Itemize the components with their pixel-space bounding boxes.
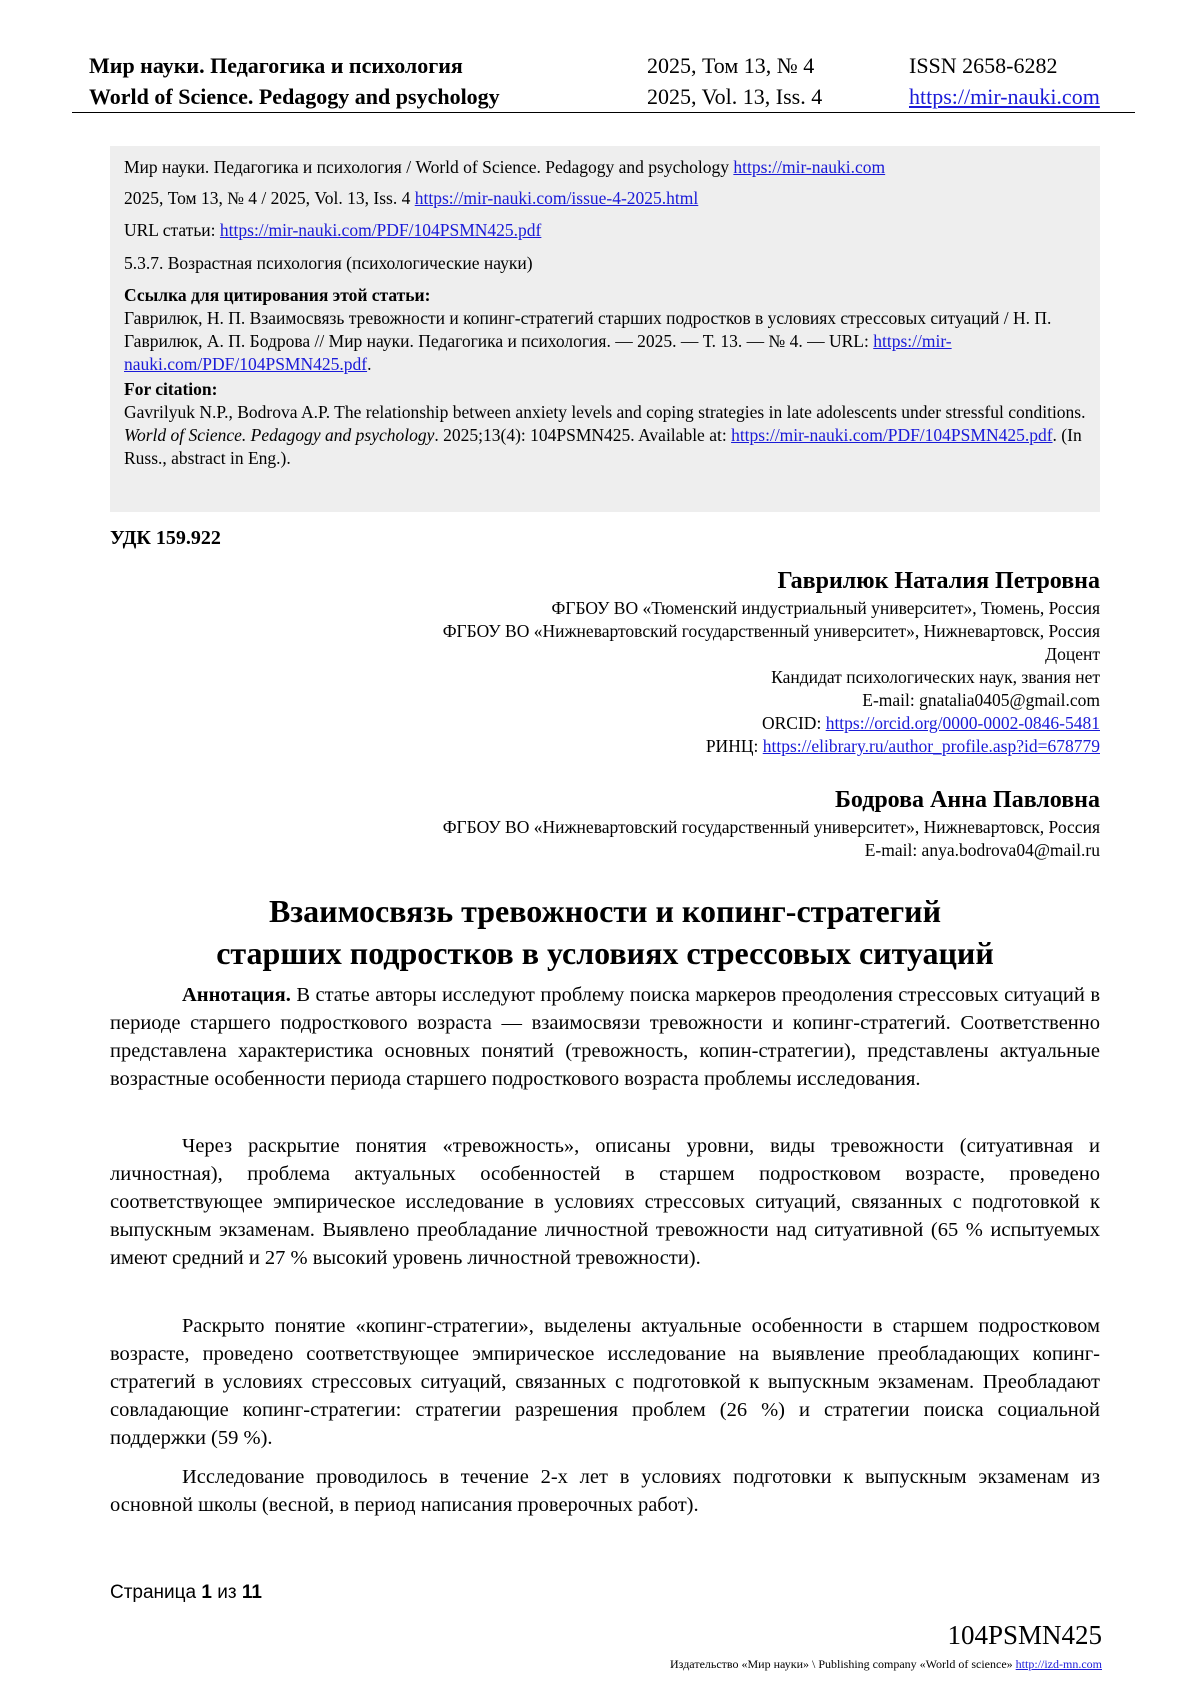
issn: ISSN 2658-6282 bbox=[909, 53, 1058, 78]
author-1-orcid bbox=[443, 712, 1100, 735]
abstract-paragraph-4: Исследование проводилось в течение 2-х лет в условиях подготовки к выпускным экзаменам из основной школы (весной, в период написания проверочных работ). bbox=[110, 1466, 1100, 1516]
article-code: 104PSMN425 bbox=[947, 1620, 1102, 1650]
author-1-block bbox=[443, 565, 1100, 758]
citation-ru-heading: Ссылка для цитирования этой статьи: bbox=[124, 285, 431, 305]
abstract-label: Аннотация. bbox=[182, 984, 291, 1006]
abstract-paragraph-1 bbox=[110, 981, 1100, 1093]
info-url-text: URL статьи: bbox=[124, 220, 220, 240]
citation-ru-end: . bbox=[367, 354, 372, 374]
rinc-label: РИНЦ: bbox=[705, 736, 763, 756]
citation-en-text2: . 2025;13(4): 104PSMN425. Available at: bbox=[434, 425, 732, 445]
page-word: Страница bbox=[110, 1582, 202, 1603]
citation-en-text1: Gavrilyuk N.P., Bodrova A.P. The relationship between anxiety levels and coping strategies in late adolescents under stressful conditions. bbox=[124, 402, 1086, 422]
journal-site-link[interactable]: https://mir-nauki.com bbox=[909, 84, 1100, 109]
publisher-link[interactable]: http://izd-mn.com bbox=[1015, 1657, 1102, 1671]
article-info-box bbox=[110, 146, 1100, 512]
journal-title bbox=[89, 50, 500, 112]
author-1-affiliation-1: ФГБОУ ВО «Тюменский индустриальный университет», Тюмень, Россия bbox=[551, 598, 1100, 618]
author-1-degree: Кандидат психологических наук, звания нет bbox=[771, 667, 1100, 687]
info-specialty-line: 5.3.7. Возрастная психология (психологические науки) bbox=[124, 253, 533, 273]
citation-en bbox=[124, 378, 1086, 470]
total-pages: 11 bbox=[241, 1582, 262, 1603]
abstract-paragraph-3: Раскрыто понятие «копинг-стратегии», выделены актуальные особенности в старшем подростковом возрасте, проведено соответствующее эмпирическое исследование на выявление преобладающих копинг-стратегий в условиях стрессовых ситуаций, связанных с подготовкой к выпускным экзаменам. Преобладают совладающие копинг-стратегии: стратегии разрешения проблем (26 %) и стратегии поиска социальной поддержки (59 %). bbox=[110, 1315, 1100, 1449]
publisher-text: Издательство «Мир науки» \ Publishing company «World of science» bbox=[670, 1657, 1016, 1671]
journal-header bbox=[72, 50, 1135, 113]
author-1-email: E-mail: gnatalia0405@gmail.com bbox=[862, 690, 1100, 710]
author-2-name: Бодрова Анна Павловна bbox=[835, 787, 1100, 813]
author-1-affiliation-2: ФГБОУ ВО «Нижневартовский государственный университет», Нижневартовск, Россия bbox=[442, 621, 1100, 641]
journal-title-en: World of Science. Pedagogy and psychology bbox=[89, 84, 500, 109]
issue-en: 2025, Vol. 13, Iss. 4 bbox=[647, 84, 823, 109]
publisher-line bbox=[670, 1657, 1102, 1672]
abstract-p1-text: В статье авторы исследуют проблему поиска маркеров преодоления стрессовых ситуаций в периоде старшего подросткового возраста — взаимосвязи тревожности и копинг-стратегий. Соответственно представлена характеристика основных понятий (тревожность, копин-стратегии), представлены актуальные возрастные особенности периода старшего подросткового возраста проблемы исследования. bbox=[110, 984, 1100, 1090]
info-issue-link[interactable]: https://mir-nauki.com/issue-4-2025.html bbox=[414, 188, 699, 208]
article-title bbox=[110, 890, 1100, 974]
info-journal-line bbox=[124, 156, 1086, 179]
article-title-line-1: Взаимосвязь тревожности и копинг-стратегий bbox=[268, 893, 942, 929]
author-2-affiliation-1: ФГБОУ ВО «Нижневартовский государственный университет», Нижневартовск, Россия bbox=[442, 817, 1100, 837]
info-journal-link[interactable]: https://mir-nauki.com bbox=[733, 157, 886, 177]
article-title-line-2: старших подростков в условиях стрессовых ситуаций bbox=[216, 935, 994, 971]
author-1-name: Гаврилюк Наталия Петровна bbox=[777, 568, 1100, 594]
author-1-orcid-link[interactable]: https://orcid.org/0000-0002-0846-5481 bbox=[825, 713, 1100, 733]
citation-en-link[interactable]: https://mir-nauki.com/PDF/104PSMN425.pdf bbox=[731, 425, 1053, 445]
citation-en-journal: World of Science. Pedagogy and psychology bbox=[124, 425, 435, 445]
page-number bbox=[110, 1582, 262, 1604]
issue-info bbox=[647, 50, 822, 112]
journal-title-ru: Мир науки. Педагогика и психология bbox=[89, 53, 463, 78]
info-issue-text: 2025, Том 13, № 4 / 2025, Vol. 13, Iss. 4 bbox=[124, 188, 415, 208]
info-article-link[interactable]: https://mir-nauki.com/PDF/104PSMN425.pdf bbox=[219, 220, 542, 240]
issue-ru: 2025, Том 13, № 4 bbox=[647, 53, 815, 78]
author-1-rinc-link[interactable]: https://elibrary.ru/author_profile.asp?id=678779 bbox=[762, 736, 1100, 756]
info-journal-text: Мир науки. Педагогика и психология / World of Science. Pedagogy and psychology bbox=[124, 157, 734, 177]
abstract-paragraph-2: Через раскрытие понятия «тревожность», описаны уровни, виды тревожности (ситуативная и личностная), проблема актуальных особенностей в старшем подростковом возрасте, проведено соответствующее эмпирическое исследование в условиях стрессовых ситуаций, связанных с подготовкой к выпускным экзаменам. Выявлено преобладание личностной тревожности над ситуативной (65 % испытуемых имеют средний и 27 % высокий уровень личностной тревожности). bbox=[110, 1135, 1100, 1269]
info-issue-line bbox=[124, 187, 1086, 210]
citation-ru bbox=[124, 284, 1086, 376]
citation-en-end: . (In Russ., abstract in Eng.). bbox=[124, 425, 1082, 468]
author-1-position: Доцент bbox=[1045, 644, 1100, 664]
citation-en-heading: For citation: bbox=[124, 379, 218, 399]
citation-ru-link[interactable]: https://mir-nauki.com/PDF/104PSMN425.pdf bbox=[124, 331, 952, 374]
current-page: 1 bbox=[201, 1582, 212, 1603]
issn-info bbox=[909, 50, 1100, 112]
author-2-block bbox=[443, 784, 1100, 862]
author-1-rinc bbox=[443, 735, 1100, 758]
udk-code: УДК 159.922 bbox=[110, 527, 221, 549]
citation-ru-text: Гаврилюк, Н. П. Взаимосвязь тревожности и копинг-стратегий старших подростков в условиях стрессовых ситуаций / Н. П. Гаврилюк, А. П. Бодрова // Мир науки. Педагогика и психология. — 2025. — Т. 13. — № 4. — URL: bbox=[124, 308, 1052, 351]
page-of: из bbox=[211, 1582, 242, 1603]
info-url-line bbox=[124, 219, 1086, 242]
author-2-email: E-mail: anya.bodrova04@mail.ru bbox=[864, 840, 1100, 860]
orcid-label: ORCID: bbox=[762, 713, 826, 733]
